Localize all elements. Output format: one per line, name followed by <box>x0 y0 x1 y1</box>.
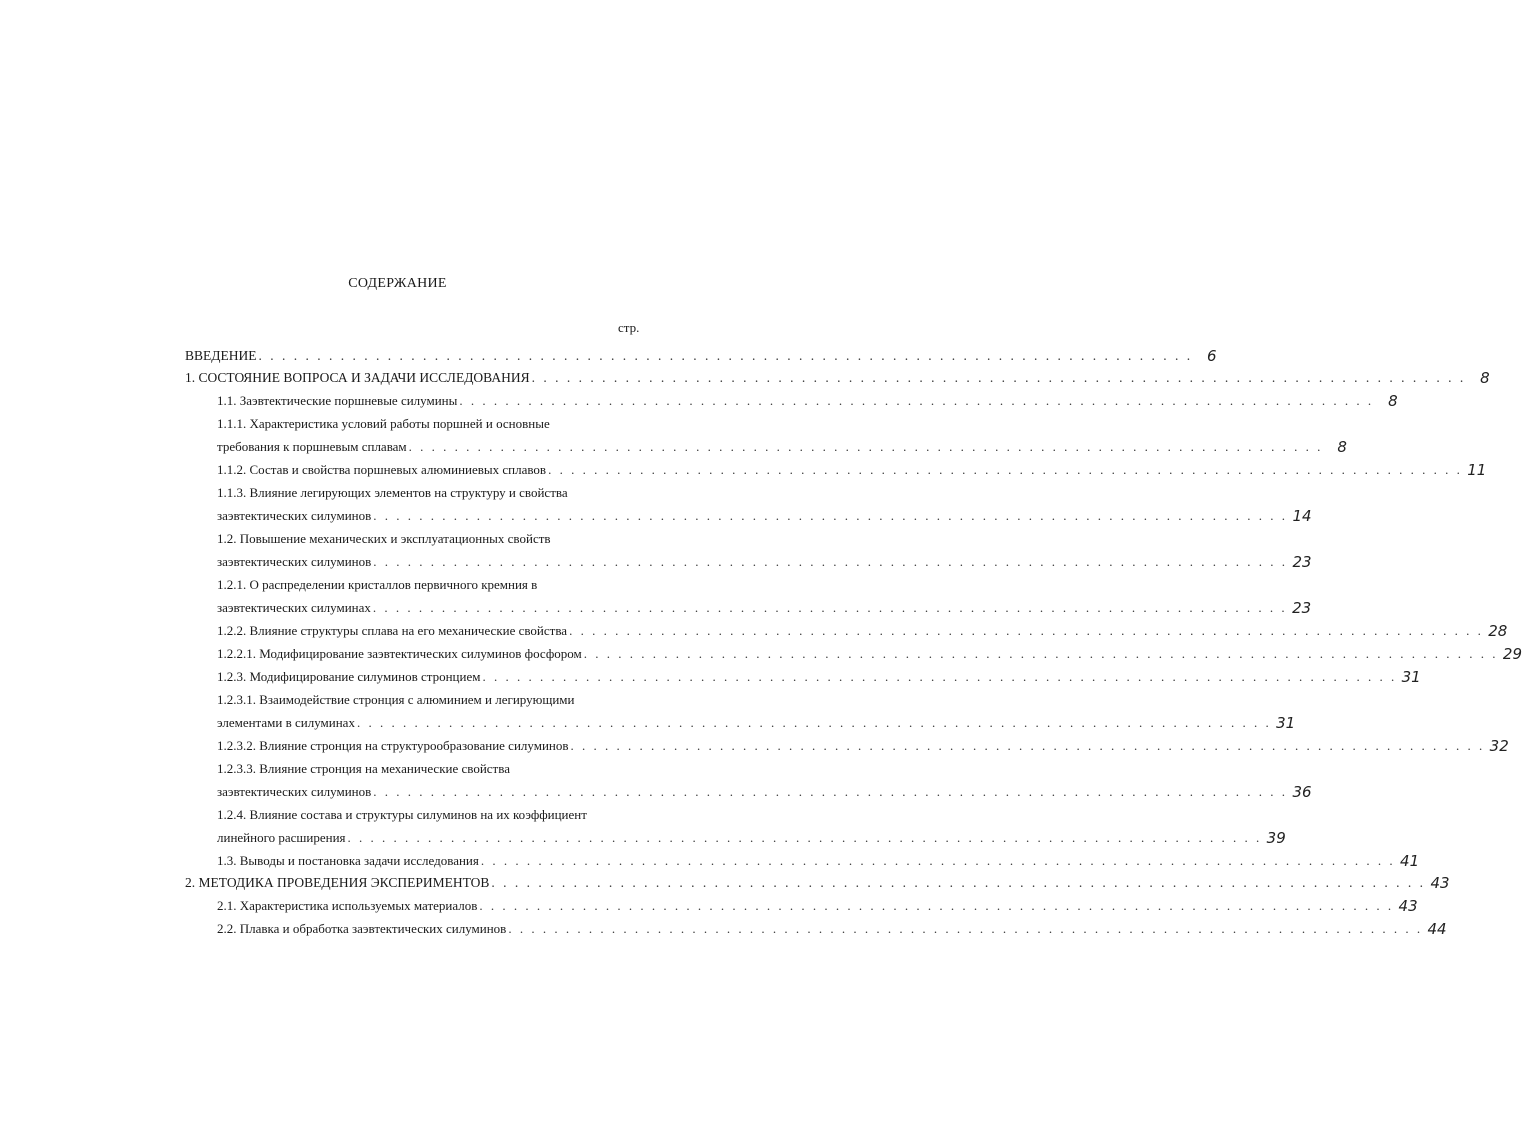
toc-entry-text: 2.2. Плавка и обработка заэвтектических силуминов <box>217 921 507 936</box>
toc-entry-text: 1.1.1. Характеристика условий работы поршней и основные <box>217 416 550 431</box>
toc-entry-text: 1.1.2. Состав и свойства поршневых алюминиевых сплавов <box>217 462 547 477</box>
toc-entry[interactable] <box>217 915 1447 938</box>
dot-leader: . . . . . . . . . . . . . . . . . . . . . . . . . . . . . . . . . . . . . . . . . . . . . . . . . . . . . . . . . . . . . . . . . . . . . . . . . . . . . . . . <box>373 554 1288 569</box>
toc-entry[interactable] <box>217 617 1508 640</box>
toc-page-number: 32 <box>1489 737 1509 755</box>
toc-entry[interactable] <box>185 364 1490 387</box>
toc-entry[interactable] <box>217 686 645 708</box>
toc-entry-text: заэвтектических силуминов <box>217 784 372 799</box>
toc-entry-text: заэвтектических силуминах <box>217 600 371 615</box>
toc-entry-text: 2.1. Характеристика используемых материалов <box>217 898 478 913</box>
toc-entry[interactable] <box>217 387 1398 410</box>
dot-leader: . . . . . . . . . . . . . . . . . . . . . . . . . . . . . . . . . . . . . . . . . . . . . . . . . . . . . . . . . . . . . . . . . . . . . . . . . . . . . . . . <box>570 738 1485 753</box>
toc-entry[interactable] <box>217 801 645 823</box>
toc-entry[interactable] <box>217 548 1312 571</box>
toc-page-number: 8 <box>1337 438 1347 456</box>
toc-entry-text: 1.2.2. Влияние структуры сплава на его механические свойства <box>217 623 568 638</box>
toc-entry-text: заэвтектических силуминов <box>217 554 372 569</box>
toc-entry[interactable] <box>217 824 1286 847</box>
dot-leader: . . . . . . . . . . . . . . . . . . . . . . . . . . . . . . . . . . . . . . . . . . . . . . . . . . . . . . . . . . . . . . . . . . . . . . . . . . . . . . . . <box>459 393 1374 408</box>
dot-leader: . . . . . . . . . . . . . . . . . . . . . . . . . . . . . . . . . . . . . . . . . . . . . . . . . . . . . . . . . . . . . . . . . . . . . . . . . . . . . . . . <box>583 646 1499 661</box>
toc-page-number: 8 <box>1388 392 1398 410</box>
toc-entry-text: 1.2.3.1. Взаимодействие стронция с алюминием и легирующими <box>217 692 575 707</box>
page-column-label: стр. <box>618 320 640 335</box>
toc-page-number: 31 <box>1276 714 1296 732</box>
toc-entry[interactable] <box>217 479 645 501</box>
toc-page-number: 11 <box>1467 461 1487 479</box>
toc-entry[interactable] <box>217 594 1312 617</box>
toc-entry-text: ВВЕДЕНИЕ <box>185 348 257 363</box>
toc-entry[interactable] <box>217 892 1418 915</box>
toc-entry-text: 1.2.3.2. Влияние стронция на структурообразование силуминов <box>217 738 569 753</box>
dot-leader: . . . . . . . . . . . . . . . . . . . . . . . . . . . . . . . . . . . . . . . . . . . . . . . . . . . . . . . . . . . . . . . . . . . . . . . . . . . . . . . . <box>480 853 1396 868</box>
dot-leader: . . . . . . . . . . . . . . . . . . . . . . . . . . . . . . . . . . . . . . . . . . . . . . . . . . . . . . . . . . . . . . . . . . . . . . . . . . . . . . . . <box>408 439 1323 454</box>
toc-page-number: 43 <box>1430 874 1450 892</box>
dot-leader: . . . . . . . . . . . . . . . . . . . . . . . . . . . . . . . . . . . . . . . . . . . . . . . . . . . . . . . . . . . . . . . . . . . . . . . . . . . . . . . . <box>508 921 1423 936</box>
dot-leader: . . . . . . . . . . . . . . . . . . . . . . . . . . . . . . . . . . . . . . . . . . . . . . . . . . . . . . . . . . . . . . . . . . . . . . . . . . . . . . . . <box>479 898 1394 913</box>
dot-leader: . . . . . . . . . . . . . . . . . . . . . . . . . . . . . . . . . . . . . . . . . . . . . . . . . . . . . . . . . . . . . . . . . . . . . . . . . . . . . . . . <box>356 715 1272 730</box>
toc-entry[interactable] <box>217 732 1509 755</box>
toc-page-number: 28 <box>1488 622 1508 640</box>
dot-leader: . . . . . . . . . . . . . . . . . . . . . . . . . . . . . . . . . . . . . . . . . . . . . . . . . . . . . . . . . . . . . . . . . . . . . . . . . . . . . . . . <box>373 508 1288 523</box>
toc-entry[interactable] <box>217 456 1487 479</box>
toc-page-number: 23 <box>1292 553 1312 571</box>
toc-entry-text: заэвтектических силуминов <box>217 508 372 523</box>
dot-leader: . . . . . . . . . . . . . . . . . . . . . . . . . . . . . . . . . . . . . . . . . . . . . . . . . . . . . . . . . . . . . . . . . . . . . . . . . . . . . . . . <box>258 348 1193 363</box>
dot-leader: . . . . . . . . . . . . . . . . . . . . . . . . . . . . . . . . . . . . . . . . . . . . . . . . . . . . . . . . . . . . . . . . . . . . . . . . . . . . . . . . <box>569 623 1484 638</box>
toc-entry[interactable] <box>217 571 645 593</box>
toc-page-number: 23 <box>1292 599 1312 617</box>
toc-entry[interactable] <box>217 640 1522 663</box>
dot-leader: . . . . . . . . . . . . . . . . . . . . . . . . . . . . . . . . . . . . . . . . . . . . . . . . . . . . . . . . . . . . . . . . . . . . . . . . . . . . . . . . <box>372 600 1288 615</box>
toc-entry-text: 1.2.3. Модифицирование силуминов стронцием <box>217 669 481 684</box>
toc-page-number: 6 <box>1207 347 1217 365</box>
toc-entry-text: 1.3. Выводы и постановка задачи исследования <box>217 853 479 868</box>
toc-entry-text: 2. МЕТОДИКА ПРОВЕДЕНИЯ ЭКСПЕРИМЕНТОВ <box>185 875 490 890</box>
toc-entry[interactable] <box>217 755 645 777</box>
toc-page-number: 44 <box>1427 920 1447 938</box>
toc-entry-text: 1.2.2.1. Модифицирование заэвтектических силуминов фосфором <box>217 646 582 661</box>
toc-entry-text: 1.1.3. Влияние легирующих элементов на структуру и свойства <box>217 485 568 500</box>
dot-leader: . . . . . . . . . . . . . . . . . . . . . . . . . . . . . . . . . . . . . . . . . . . . . . . . . . . . . . . . . . . . . . . . . . . . . . . . . . . . . . . . <box>373 784 1288 799</box>
toc-entry[interactable] <box>217 847 1420 870</box>
toc-page-number: 14 <box>1292 507 1312 525</box>
dot-leader: . . . . . . . . . . . . . . . . . . . . . . . . . . . . . . . . . . . . . . . . . . . . . . . . . . . . . . . . . . . . . . . . . . . . . . . . . . . . . . . . <box>491 875 1426 890</box>
toc-page-number: 29 <box>1502 645 1522 663</box>
toc-entry[interactable] <box>217 525 645 547</box>
toc-entry-text: 1.1. Заэвтектические поршневые силумины <box>217 393 458 408</box>
toc-page-number: 43 <box>1398 897 1418 915</box>
toc-entry[interactable] <box>217 502 1312 525</box>
page-title: СОДЕРЖАНИЕ <box>348 276 447 291</box>
toc-entry-text: требования к поршневым сплавам <box>217 439 407 454</box>
toc-entry-text: 1.2.3.3. Влияние стронция на механические свойства <box>217 761 510 776</box>
toc-page-number: 41 <box>1400 852 1420 870</box>
dot-leader: . . . . . . . . . . . . . . . . . . . . . . . . . . . . . . . . . . . . . . . . . . . . . . . . . . . . . . . . . . . . . . . . . . . . . . . . . . . . . . . . <box>482 669 1397 684</box>
toc-entry-text: 1.2.4. Влияние состава и структуры силуминов на их коэффициент <box>217 807 587 822</box>
dot-leader: . . . . . . . . . . . . . . . . . . . . . . . . . . . . . . . . . . . . . . . . . . . . . . . . . . . . . . . . . . . . . . . . . . . . . . . . . . . . . . . . <box>548 462 1463 477</box>
toc-entry[interactable] <box>217 778 1312 801</box>
toc-entry[interactable] <box>217 433 1347 456</box>
toc-entry-text: 1.2.1. О распределении кристаллов первичного кремния в <box>217 577 538 592</box>
toc-entry-text: линейного расширения <box>217 830 346 845</box>
toc-entry[interactable] <box>185 869 1450 892</box>
toc-entry-text: элементами в силуминах <box>217 715 355 730</box>
toc-entry-text: 1. СОСТОЯНИЕ ВОПРОСА И ЗАДАЧИ ИССЛЕДОВАНИЯ <box>185 370 530 385</box>
dot-leader: . . . . . . . . . . . . . . . . . . . . . . . . . . . . . . . . . . . . . . . . . . . . . . . . . . . . . . . . . . . . . . . . . . . . . . . . . . . . . . . . <box>531 370 1466 385</box>
toc-entry-text: 1.2. Повышение механических и эксплуатационных свойств <box>217 531 551 546</box>
toc-page-number: 8 <box>1480 369 1490 387</box>
toc-page-number: 39 <box>1266 829 1286 847</box>
toc-page-number: 31 <box>1401 668 1421 686</box>
toc-entry[interactable] <box>217 709 1296 732</box>
toc-entry[interactable] <box>217 663 1421 686</box>
toc-entry[interactable] <box>185 342 1217 365</box>
toc-entry[interactable] <box>217 410 645 432</box>
toc-page-number: 36 <box>1292 783 1312 801</box>
dot-leader: . . . . . . . . . . . . . . . . . . . . . . . . . . . . . . . . . . . . . . . . . . . . . . . . . . . . . . . . . . . . . . . . . . . . . . . . . . . . . . . . <box>347 830 1262 845</box>
